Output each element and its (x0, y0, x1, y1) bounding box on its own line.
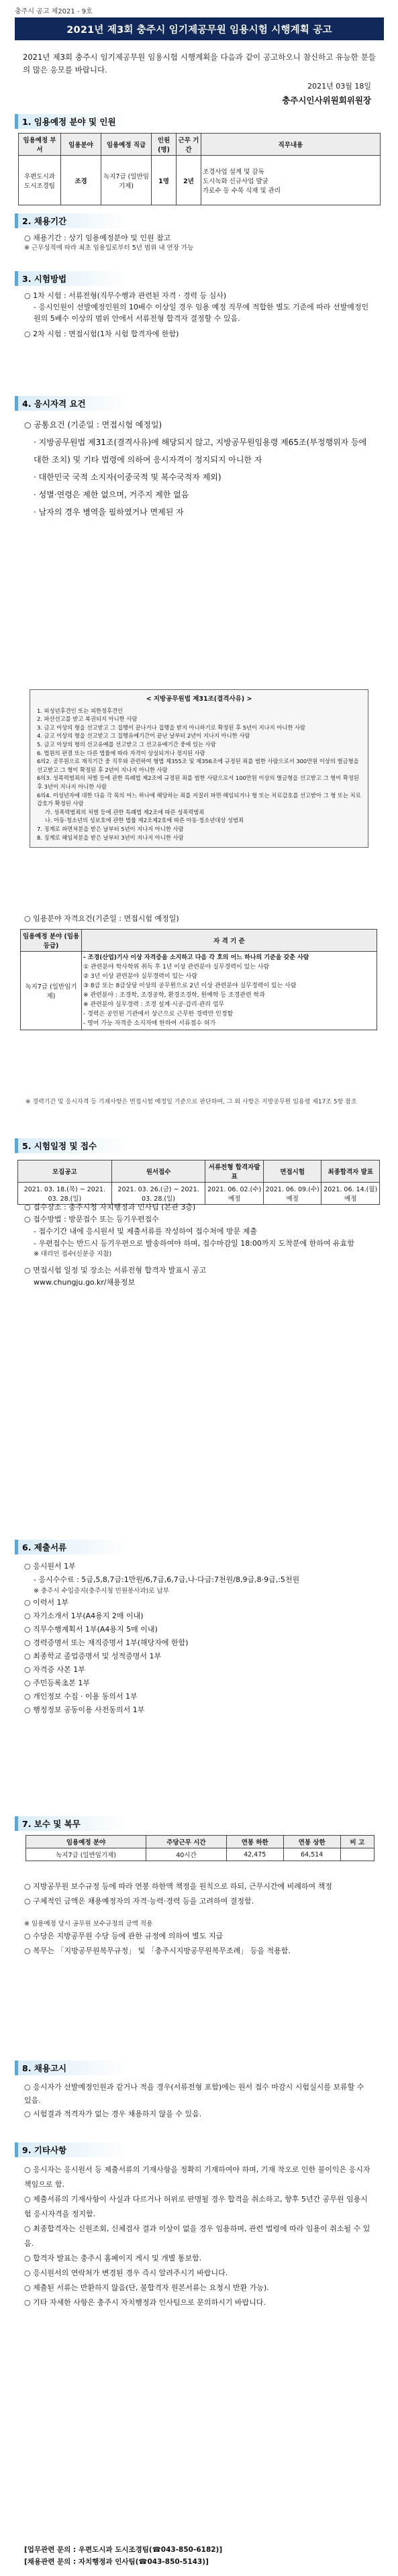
box-line: 3. 금고 이상의 형을 선고받고 그 집행이 끝나거나 집행을 받지 아니하기로 확정된 후 5년이 지나지 아니한 사람 (37, 724, 306, 731)
box-line: 6의4. 미성년자에 대한 다음 각 목의 어느 하나에 해당하는 죄를 저질러 파면·해임되거나 형 또는 치료감호를 선고받아 그 형 또는 치료감호가 확정된 사람 (37, 791, 361, 807)
contact-hr: [채용관련 문의 : 자치행정과 인사팀(☎043-850-5143)] (24, 2558, 209, 2566)
s5-item: ○ 접수방법 : 방문접수 또는 등기우편접수 (24, 1215, 159, 1224)
s7-item: ○ 지방공무원 보수규정 등에 따라 연봉 하한액 책정을 원칙으로 하되, 근무시간에 비례하여 책정 (24, 1882, 332, 1891)
schedule-table (17, 1160, 380, 1205)
col-field: 임용예정 분야 (임용등급) (21, 930, 82, 952)
s7-item: ※ 임용예정 당시 공무원 보수규정의 금액 적용 (24, 1920, 153, 1928)
s2-item: ○ 채용기간 : 상기 임용예정분야 및 인원 참고 (24, 234, 171, 242)
s9-item: ○ 기타 자세한 사항은 충주시 자치행정과 인사팀으로 문의하시기 바랍니다. (24, 2298, 266, 2307)
col-period: 근무 기간 (177, 134, 201, 156)
cell-note (340, 1848, 374, 1861)
criteria-line: ② 3년 이상 관련분야 실무경력이 있는 사람 (83, 973, 198, 980)
s5-item: - 우편접수는 반드시 등기우편으로 발송하여야 하며, 접수마감일 18:00까지 도착분에 한하여 유효함 (34, 1239, 354, 1248)
col-min: 연봉 하한 (226, 1836, 283, 1848)
cell-field: 녹지7급 (일반임기제) (21, 952, 82, 1030)
s4-item: · 남자의 경우 병역을 필하였거나 면제된 자 (34, 507, 184, 517)
s9-item: ○ 제출서류의 기재사항이 사실과 다르거나 허위로 판명될 경우 합격을 취소하고, 향후 5년간 공무원 임용시험 응시자격을 정지함. (24, 2195, 368, 2218)
criteria-note: - 경력은 공인된 기관에서 상근으로 근무한 경력만 인정함 (83, 1011, 234, 1018)
box-line: 5. 금고 이상의 형의 선고유예를 선고받고 그 선고유예기간 중에 있는 사람 (37, 740, 216, 748)
organization: 충주시인사위원회위원장 (282, 95, 371, 105)
cell-apply: 2021. 03. 26.(금) ~ 2021. 03. 28.(일) (111, 1183, 205, 1205)
criteria-title: - 조경(산업)기사 이상 자격증을 소지하고 다음 각 호의 어느 하나의 기준을 갖춘 사람 (83, 954, 309, 961)
col-duty: 직무내용 (201, 134, 381, 156)
s4-item: · 대한민국 국적 소지자(이중국적 및 복수국적자 제외) (34, 473, 221, 482)
section-8-heading: 8. 채용고시 (15, 2061, 128, 2075)
col-hours: 주당근무 시간 (146, 1836, 227, 1848)
criteria-line: ※ 관련분야 : 조경학, 조경공학, 환경조경학, 원예학 등 조경관련 학과 (83, 992, 265, 999)
box-line: 1. 피성년후견인 또는 피한정후견인 (37, 707, 123, 714)
box-line: 4. 금고 이상의 형을 선고받고 그 집행유예기간이 끝난 날부터 2년이 지나지 아니한 사람 (37, 732, 250, 740)
intro-text: 2021년 제3회 충주시 임기제공무원 임용시험 시행계획을 다음과 같이 공고하오니 참신하고 유능한 분들의 많은 응모를 바랍니다. (23, 52, 376, 75)
disqualification-box (30, 689, 368, 848)
criteria-note: - 영어 가능 자격증 소지자에 한하여 서류접수 허가 (83, 1020, 216, 1027)
box-title: < 지방공무원법 제31조(결격사유) > (146, 695, 252, 703)
cell-duty: 조경사업 설계 및 감독 도시녹화 신규사업 발굴 가로수 등 수목 식재 및 관리 (201, 156, 381, 205)
s2-note: ※ 근무성적에 따라 최초 임용일로부터 5년 범위 내 연장 가능 (24, 244, 194, 252)
s9-item: ○ 응시자는 응시원서 등 제출서류의 기재사항을 정확히 기재하여야 하며, 기재 착오로 인한 불이익은 응시자 책임으로 함. (24, 2165, 370, 2189)
s7-item: ○ 복무는 「지방공무원복무규정」 및 「충주시지방공무원복무조례」 등을 적용함. (24, 1946, 291, 1955)
col-criteria: 자 격 기 준 (82, 930, 377, 952)
cell-hours: 40시간 (146, 1848, 227, 1861)
s4-item: ○ 공통요건 (기준일 : 면접시험 예정일) (24, 420, 162, 430)
criteria-line: ③ 8급 또는 8급상당 이상의 공무원으로 2년 이상 관련분야 실무경력이 있는 사람 (83, 983, 297, 989)
cell-final: 2021. 06. 14.(월) 예정 (321, 1183, 380, 1205)
col-max: 연봉 상한 (283, 1836, 340, 1848)
section-6-heading: 6. 제출서류 (15, 1540, 128, 1554)
s9-item: ○ 최종합격자는 신원조회, 신체검사 결과 이상이 없을 경우 임용하며, 관련 법령에 따라 임용이 취소될 수 있음. (24, 2224, 370, 2248)
doc-ref: 충주시 공고 제2021 - 9호 (15, 8, 93, 15)
cell-min: 42,475 (226, 1848, 283, 1861)
s3-item: ○ 2차 시험 : 면접시험(1차 시험 합격자에 한함) (24, 330, 179, 338)
notice-date: 2021년 03월 18일 (307, 82, 371, 91)
qualification-table (20, 929, 377, 1030)
s6-item: ○ 자격증 사본 1부 (24, 1665, 85, 1674)
s6-item: ○ 자기소개서 1부(A4용지 2매 이내) (24, 1612, 144, 1620)
box-line: 7. 징계로 파면처분을 받은 날부터 5년이 지나지 아니한 사람 (37, 825, 184, 832)
s5-item: ○ 면접시험 일정 및 장소는 서류전형 합격자 발표시 공고 (24, 1266, 207, 1275)
s6-item: ○ 직무수행계획서 1부(A4용지 5매 이내) (24, 1625, 158, 1634)
s9-item: ○ 제출된 서류는 반환하지 않음(단, 불합격자 원본서류는 요청시 반환 가능). (24, 2283, 269, 2292)
box-line: 2. 파산선고를 받고 복권되지 아니한 사람 (37, 715, 138, 723)
s6-item: ○ 개인정보 수집 · 이용 동의서 1부 (24, 1692, 138, 1701)
s3-item: - 응시인원이 선발예정인원의 10배수 이상일 경우 임용 예정 직무에 적합한 별도 기준에 따라 선발예정인원의 5배수 이상의 범위 안에서 서류전형 합격자 결정할 수 있음. (34, 303, 369, 323)
section-1-heading: 1. 임용예정 분야 및 인원 (15, 114, 128, 129)
col-field: 임용예정 분야 (26, 1836, 146, 1848)
box-line: 6의2. 공무원으로 재직기간 중 직무와 관련하여 형법 제355조 및 제356조에 규정된 죄를 범한 사람으로서 300만원 이상의 벌금형을 선고받고 그 형이 확정된 후 2년이 지나지 아니한 사람 (37, 758, 359, 773)
cell-field: 녹지7급 (일반임기제) (26, 1848, 146, 1861)
box-line: 가. 성폭력범죄의 처벌 등에 관한 특례법 제2조에 따른 성폭력범죄 (45, 808, 205, 815)
box-line: 8. 징계로 해임처분을 받은 날부터 3년이 지나지 아니한 사람 (37, 834, 184, 841)
s6-item: ※ 충주시 수입증지(충주시청 민원봉사과)로 납부 (34, 1587, 169, 1595)
contact-work: [업무관련 문의 : 우편도시과 도시조경팀(☎043-850-6182)] (24, 2546, 223, 2554)
s9-item: ○ 합격자 발표는 충주시 홈페이지 게시 및 개별 통보함. (24, 2254, 202, 2263)
s7-item: ○ 구체적인 금액은 채용예정자의 자격·능력·경력 등을 고려하여 결정함. (24, 1897, 254, 1905)
box-line: 6. 법원의 판결 또는 다른 법률에 따라 자격이 상실되거나 정지된 사람 (37, 749, 205, 756)
cell-grade: 녹지7급 (일반임기제) (101, 156, 152, 205)
col-doc-result: 서류전형 합격자발표 (205, 1160, 264, 1183)
cell-doc-result: 2021. 06. 02.(수) 예정 (205, 1183, 264, 1205)
website-link[interactable]: www.chungju.go.kr/채용정보 (34, 1278, 136, 1287)
s6-item: - 응시수수료 : 5급,5,8,7급:1만원/6,7급,6,7급,나·다급:7천원/8,9급,8·9급,:5천원 (34, 1575, 300, 1584)
cell-field: 조경 (61, 156, 101, 205)
s6-item: ○ 최종학교 졸업증명서 및 성적증명서 1부 (24, 1652, 162, 1661)
s4-item: · 지방공무원법 제31조(결격사유)에 해당되지 않고, 지방공무원임용령 제65조(부정행위자 등에 대한 조치) 및 기타 법령에 의하여 응시자격이 정지되지 아니한 자 (34, 438, 367, 464)
cell-period: 2년 (177, 156, 201, 205)
cell-notice: 2021. 03. 18.(목) ~ 2021. 03. 28.(일) (18, 1183, 112, 1205)
recruitment-table (18, 133, 381, 205)
criteria-line: ① 관련분야 학사학위 취득 후 1년 이상 관련분야 실무경력이 있는 사람 (83, 964, 270, 971)
box-line: 6의3. 성폭력범죄의 처벌 등에 관한 특례법 제2조에 규정된 죄를 범한 사람으로서 100만원 이상의 벌금형을 선고받고 그 형이 확정된 후 3년이 지나지 아니한 사람 (37, 775, 359, 790)
cell-count: 1명 (152, 156, 177, 205)
section-3-heading: 3. 시험방법 (15, 271, 128, 286)
section-4-heading: 4. 응시자격 요건 (15, 396, 128, 411)
cell-dept: 우편도시과 도시조경팀 (19, 156, 61, 205)
s5-item: - 접수기간 내에 응시원서 및 제출서류를 작성하여 접수처에 방문 제출 (34, 1227, 257, 1236)
s6-item: ○ 행정정보 공동이용 사전동의서 1부 (24, 1705, 145, 1714)
col-notice: 모집공고 (18, 1160, 112, 1183)
cell-interview: 2021. 06. 09.(수) 예정 (263, 1183, 321, 1205)
cell-max: 64,514 (283, 1848, 340, 1861)
s3-item: ○ 1차 시험 : 서류전형(직무수행과 관련된 자격 · 경력 등 심사) (24, 291, 227, 300)
col-apply: 원서접수 (111, 1160, 205, 1183)
s5-item: ○ 접수장소 : 충주시청 자치행정과 인사팀 (본관 3층) (24, 1203, 196, 1211)
s6-item: ○ 응시원서 1부 (24, 1562, 76, 1571)
page-title: 2021년 제3회 충주시 임기제공무원 임용시험 시행계획 공고 (15, 17, 384, 40)
s7-item: ○ 수당은 지방공무원 수당 등에 관한 규정에 의하여 별도 지급 (24, 1932, 223, 1940)
salary-table (26, 1835, 375, 1861)
s4-specific: ○ 임용분야 자격요건(기준일 : 면접시험 예정일) (24, 914, 179, 923)
col-note: 비 고 (340, 1836, 374, 1848)
col-count: 인원 (명) (152, 134, 177, 156)
s4-footnote: ※ 경력기간 및 응시자격 등 기재사항은 면접시험 예정일 기준으로 판단하며, 그 외 사항은 지방공무원 임용령 제17조 5항 참조 (26, 1099, 357, 1105)
s8-item: ○ 시험결과 적격자가 없는 경우 채용하지 않을 수 있음. (24, 2110, 202, 2118)
col-dept: 임용예정 부 서 (19, 134, 61, 156)
s5-item: ※ 대리인 접수(신분증 지참) (34, 1250, 112, 1258)
col-interview: 면접시험 (263, 1160, 321, 1183)
s8-item: ○ 응시자가 선발예정인원과 같거나 적을 경우(서류전형 포함)에는 원서 접수 마감시 시험실시를 보류할 수 있음. (24, 2083, 364, 2105)
s6-item: ○ 주민등록초본 1부 (24, 1679, 90, 1687)
section-9-heading: 9. 기타사항 (15, 2142, 128, 2157)
s6-item: ○ 경력증명서 또는 재직증명서 1부(해당자에 한함) (24, 1638, 189, 1647)
box-line: 나. 아동·청소년의 성보호에 관한 법률 제2조제2호에 따른 아동·청소년대상 성범죄 (45, 817, 244, 824)
col-grade: 임용예정 직급 (101, 134, 152, 156)
col-field: 임용분야 (61, 134, 101, 156)
section-7-heading: 7. 보수 및 복무 (15, 1816, 128, 1831)
criteria-line: ※ 관련분야 실무경력 : 조경 설계·시공·감리·관리 업무 (83, 1001, 225, 1008)
section-2-heading: 2. 채용기간 (15, 213, 128, 228)
s6-item: ○ 이력서 1부 (24, 1598, 69, 1607)
s4-item: · 성별·연령은 제한 없으며, 거주지 제한 없음 (34, 490, 189, 499)
s9-item: ○ 응시원서의 연락처가 변경된 경우 즉시 알려주시기 바랍니다. (24, 2269, 228, 2277)
section-5-heading: 5. 시험일정 및 접수 (15, 1138, 128, 1153)
col-final: 최종합격자 발표 (321, 1160, 380, 1183)
